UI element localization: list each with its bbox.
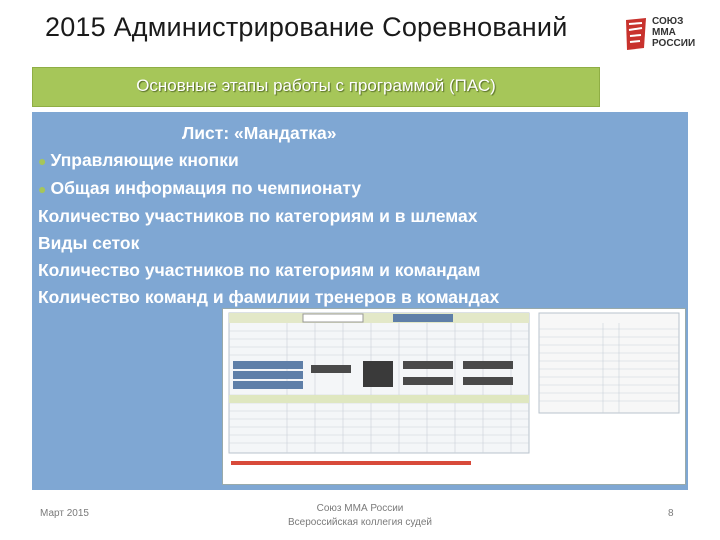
- bullet-dot-icon: ●: [38, 181, 47, 197]
- logo-text: СОЮЗ ММА РОССИИ: [652, 16, 696, 49]
- sheet-title: Лист: «Мандатка»: [182, 123, 337, 143]
- logo-emblem-icon: [624, 14, 648, 52]
- footer-date: Март 2015: [40, 508, 89, 519]
- content-line: Количество участников по категориям и командам: [38, 260, 481, 280]
- content-line: Количество команд и фамилии тренеров в командах: [38, 287, 500, 307]
- content-line: Виды сеток: [38, 233, 140, 253]
- spreadsheet-screenshot: [222, 308, 686, 485]
- content-line: Количество участников по категориям и в шлемах: [38, 206, 478, 226]
- page-number: 8: [668, 508, 674, 519]
- bullet-item: ● Общая информация по чемпионату: [38, 178, 362, 198]
- logo: [624, 14, 698, 52]
- banner-text: Основные этапы работы с программой (ПАС): [136, 76, 496, 95]
- footer-organization: Союз ММА России Всероссийская коллегия судей: [287, 503, 432, 528]
- content-text: [38, 120, 678, 311]
- slide-title: 2015 Администрирование Соревнований: [45, 12, 568, 42]
- bullet-dot-icon: ●: [38, 153, 47, 169]
- bullet-item: ● Управляющие кнопки: [38, 150, 239, 170]
- section-banner: [32, 67, 600, 107]
